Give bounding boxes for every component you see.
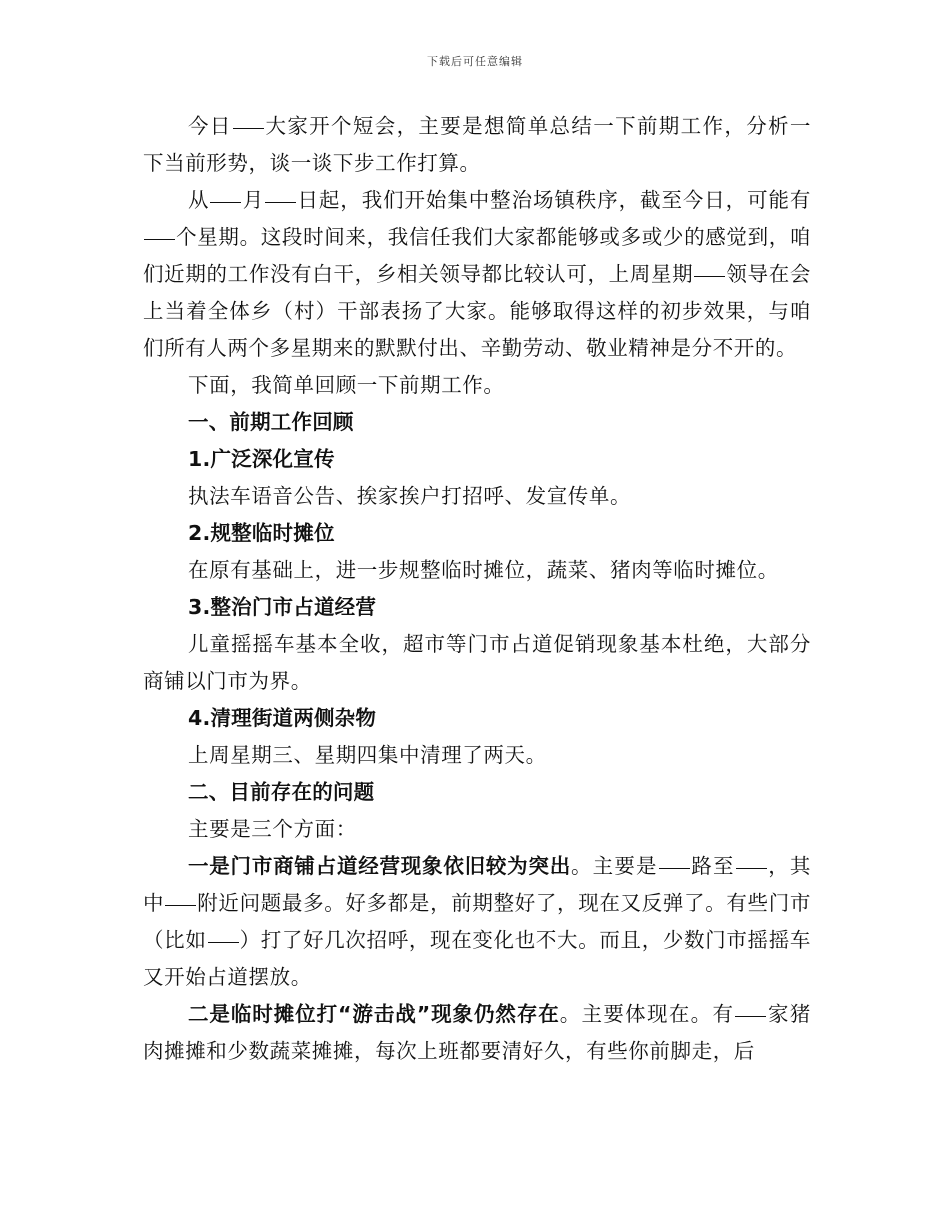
paragraph-intro-review: 下面，我简单回顾一下前期工作。 [188, 373, 505, 397]
heading-item-4: 4.清理街道两侧杂物 [188, 706, 377, 730]
document-body [143, 108, 811, 1070]
text-span: 路至 [690, 854, 735, 878]
blank-field [210, 201, 241, 203]
paragraph-opening [143, 108, 811, 182]
heading-item-3: 3.整治门市占道经营 [188, 595, 377, 619]
text-span: ，其中 [143, 854, 811, 915]
bold-lead: 一是门市商铺占道经营现象依旧较为突出 [188, 854, 571, 878]
text-span: 日起，我们开始集中整治场镇秩序，截至今日，可能有 [297, 188, 811, 212]
heading-section-1: 一、前期工作回顾 [188, 410, 354, 434]
paragraph-item-1: 执法车语音公告、挨家挨户打招呼、发宣传单。 [188, 484, 632, 508]
text-span: 从 [188, 188, 210, 212]
heading-section-2: 二、目前存在的问题 [188, 780, 375, 804]
text-span: 。主要体现在。有 [559, 1002, 735, 1026]
blank-field [735, 1015, 766, 1017]
page-header: 下载后可任意编辑 [427, 55, 523, 68]
blank-field [736, 867, 767, 869]
paragraph-problems-intro: 主要是三个方面： [188, 817, 357, 841]
blank-field [694, 275, 725, 277]
blank-field [144, 238, 175, 240]
paragraph-item-3: 儿童摇摇车基本全收，超市等门市占道促销现象基本杜绝，大部分商铺以门市为界。 [143, 632, 811, 693]
text-span: 。主要是 [570, 854, 658, 878]
blank-field [265, 201, 296, 203]
paragraph-progress [143, 182, 811, 367]
text-span: 月 [242, 188, 265, 212]
paragraph-item-4: 上周星期三、星期四集中清理了两天。 [188, 743, 547, 767]
heading-item-1: 1.广泛深化宣传 [188, 447, 335, 471]
text-span: 家猪肉摊摊和少数蔬菜摊摊，每次上班都要清好久，有些你前脚走，后 [143, 1002, 811, 1063]
blank-field [208, 941, 239, 943]
text-span: 个星期。这段时间来，我信任我们大家都能够或多或少的感觉到，咱们近期的工作没有白干，乡相关领导都比较认可，上周星期 [143, 225, 811, 286]
blank-field [165, 904, 196, 906]
blank-field [233, 127, 264, 129]
bold-lead: 二是临时摊位打“游击战”现象仍然存在 [188, 1002, 560, 1026]
blank-field [659, 867, 690, 869]
text-span: ）打了好几次招呼，现在变化也不大。而且，少数门市摇摇车又开始占道摆放。 [143, 928, 811, 989]
paragraph-problem-1 [143, 848, 811, 996]
text-span: 附近问题最多。好多都是，前期整好了，现在又反弹了。有些门市（比如 [143, 891, 811, 952]
text-span: 今日 [188, 114, 232, 138]
paragraph-item-2: 在原有基础上，进一步规整临时摊位，蔬菜、猪肉等临时摊位。 [188, 558, 779, 582]
heading-item-2: 2.规整临时摊位 [188, 521, 335, 545]
text-span: 领导在会上当着全体乡（村）干部表扬了大家。能够取得这样的初步效果，与咱们所有人两个多星期来的默默付出、辛勤劳动、敬业精神是分不开的。 [143, 262, 811, 360]
paragraph-problem-2 [143, 996, 811, 1070]
text-span: 大家开个短会，主要是想简单总结一下前期工作，分析一下当前形势，谈一谈下步工作打算。 [143, 114, 812, 175]
